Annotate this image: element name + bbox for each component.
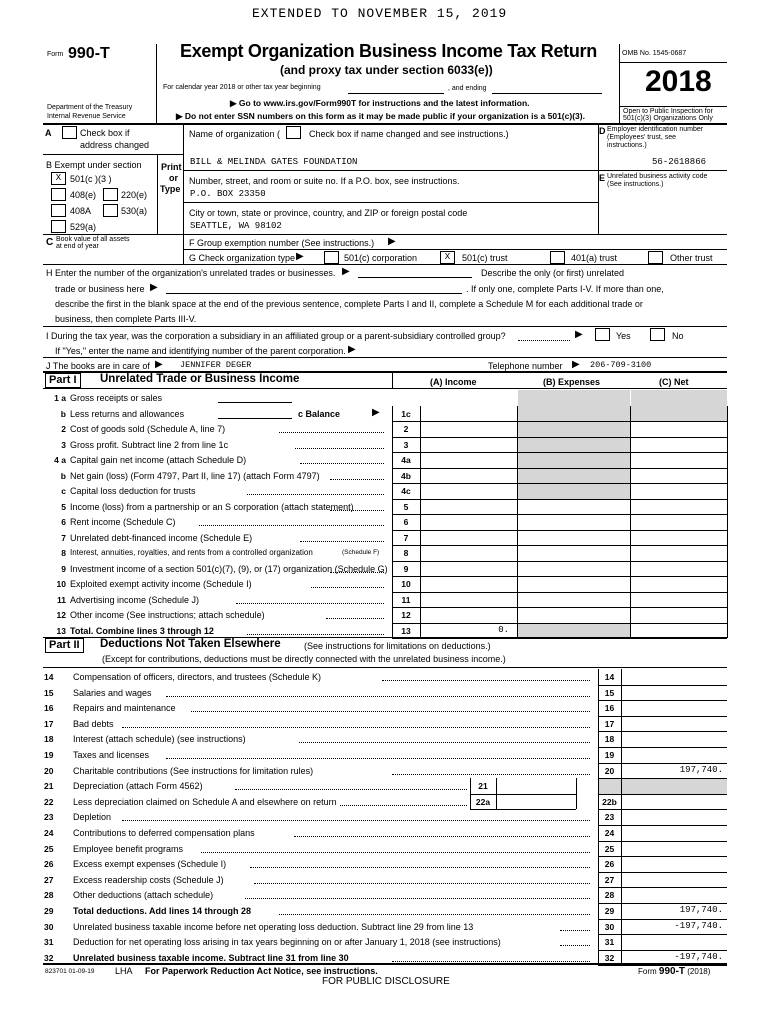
408e-label: 408(e) <box>70 190 97 200</box>
org-type-label: G Check organization type <box>189 253 296 263</box>
part1-line-number: 13 <box>56 625 66 636</box>
books-care-label: J The books are in care of <box>46 361 150 371</box>
part1-box-label: 3 <box>403 439 409 450</box>
part1-line-text: Capital gain net income (attach Schedule D) <box>70 455 247 465</box>
type-label: Type <box>160 184 181 194</box>
address-changed-checkbox[interactable] <box>62 126 77 139</box>
part1-box-label: 7 <box>403 532 409 543</box>
public-disclosure-stamp: FOR PUBLIC DISCLOSURE <box>322 976 450 987</box>
part2-box-label: 27 <box>604 874 615 885</box>
part2-line-text: Charitable contributions (See instructions for limitation rules) <box>73 765 314 776</box>
book-value-label-2: at end of year <box>56 243 99 250</box>
arrow-icon: ▶ <box>348 344 356 355</box>
part1-line-text: Other income (See instructions; attach schedule) <box>70 610 265 620</box>
part1-line-number: 10 <box>56 579 66 589</box>
529a-label: 529(a) <box>70 222 97 232</box>
part2-box-label: 23 <box>604 812 615 823</box>
part2-line-number: 21 <box>44 781 54 792</box>
org-name-label: Name of organization ( <box>189 129 281 139</box>
part1-line-text: Investment income of a section 501(c)(7), (9), or (17) organization (Schedule G) <box>70 563 388 574</box>
part2-line-text: Deduction for net operating loss arising in tax years beginning on or after January 1, 2018 (see instructions) <box>73 937 501 948</box>
part2-line-text: Bad debts <box>73 718 114 729</box>
part2-line-number: 25 <box>44 843 54 854</box>
part2-line-number: 30 <box>44 921 54 932</box>
footer-form-label: Form <box>638 967 657 976</box>
part2-line-text: Employee benefit programs <box>73 843 184 854</box>
part1-line-text: Less returns and allowances <box>70 408 185 419</box>
part1-line-number: 8 <box>61 548 66 558</box>
footer-year: (2018) <box>687 967 711 976</box>
part1-line-text: Rent income (Schedule C) <box>70 517 176 527</box>
part1-line-text: Interest, annuities, royalties, and rents from a controlled organization <box>70 548 313 557</box>
arrow-icon: ▶ <box>372 406 380 418</box>
part2-title-note: (See instructions for limitations on deductions.) <box>304 641 491 651</box>
group-exemption-label: F Group exemption number (See instructions.) <box>189 238 375 248</box>
line-i-text: I During the tax year, was the corporation a subsidiary in an affiliated group or a parent-subsidiary controlled group? <box>46 331 506 341</box>
part2-deduction-value: -197,740. <box>674 920 723 931</box>
footer-lha: LHA <box>115 966 133 976</box>
subsidiary-yes-checkbox[interactable] <box>595 328 610 341</box>
line-h-text-2b: . If only one, complete Parts I-V. If more than one, <box>466 284 664 294</box>
ssn-warning: ▶ Do not enter SSN numbers on this form as it may be made public if your organization is a 501(c)(3). <box>176 111 585 121</box>
part2-line-text: Total deductions. Add lines 14 through 28 <box>73 906 252 916</box>
part1-line-number: 3 <box>61 439 66 450</box>
line-c-letter: C <box>46 237 54 248</box>
part2-line-number: 31 <box>44 937 54 948</box>
line-h-text-3: describe the first in the blank space at the end of the previous sentence, complete Parts I and II, complete a Schedule M for each additional trade or <box>55 299 643 309</box>
part1-box-label: 12 <box>401 610 411 620</box>
part2-line-number: 23 <box>44 812 54 823</box>
part2-deduction-value: 197,740. <box>679 764 723 775</box>
part1-line-number: 4 a <box>54 455 66 465</box>
part2-box-label: 19 <box>604 750 615 760</box>
part1-box-label: 1c <box>401 408 411 419</box>
408a-label: 408A <box>70 206 92 216</box>
line-d-letter: D <box>599 126 606 136</box>
form-label: Form <box>47 51 64 58</box>
part2-line-text: Contributions to deferred compensation plans <box>73 828 255 838</box>
part1-line-number: c <box>61 486 66 496</box>
part1-line-number: 7 <box>61 532 66 543</box>
part2-line-text: Taxes and licenses <box>73 750 150 760</box>
subsidiary-no-checkbox[interactable] <box>650 328 665 341</box>
part1-line-text: Gross profit. Subtract line 2 from line 1c <box>70 439 229 450</box>
yes-label: Yes <box>616 331 631 341</box>
street-label: Number, street, and room or suite no. If a P.O. box, see instructions. <box>189 176 460 186</box>
part2-line-number: 26 <box>44 859 54 870</box>
part2-line-number: 20 <box>44 765 54 776</box>
501c-trust-checkbox[interactable]: X <box>440 251 455 264</box>
part2-box-label: 17 <box>604 718 615 729</box>
org-name: BILL & MELINDA GATES FOUNDATION <box>190 157 358 167</box>
501c-trust-label: 501(c) trust <box>462 253 508 263</box>
part2-subtitle: (Except for contributions, deductions must be directly connected with the unrelated business income.) <box>102 654 506 664</box>
part2-line-number: 18 <box>44 734 54 745</box>
part1-line-text: Total. Combine lines 3 through 12 <box>70 625 214 636</box>
footer-form-text <box>638 966 710 977</box>
part2-line-text: Unrelated business taxable income before net operating loss deduction. Subtract line 29 from line 13 <box>73 921 474 932</box>
part1-line-number: b <box>60 408 66 419</box>
part2-box-label: 31 <box>604 937 615 948</box>
part1-line-text: Cost of goods sold (Schedule A, line 7) <box>70 424 226 434</box>
form-subtitle: (and proxy tax under section 6033(e)) <box>280 63 493 77</box>
part1-box-label: 4c <box>401 486 411 496</box>
name-changed-label: Check box if name changed and see instructions.) <box>309 129 509 139</box>
part2-box-label: 14 <box>604 672 615 682</box>
ein-label-3: instructions.) <box>607 142 647 149</box>
part1-box-label: 2 <box>403 424 409 434</box>
city-state-zip: SEATTLE, WA 98102 <box>190 221 282 231</box>
part2-label: Part II <box>45 638 84 653</box>
part1-box-label: 11 <box>401 594 411 605</box>
telephone-label: Telephone number <box>488 361 563 371</box>
part1-line-number: 5 <box>61 501 66 512</box>
col-a-header: (A) Income <box>430 377 477 387</box>
part1-box-label: 6 <box>403 517 409 527</box>
depreciation-box-label: 21 <box>478 781 488 792</box>
line-i-text-2: If "Yes," enter the name and identifying number of the parent corporation. <box>55 346 346 356</box>
depreciation-box-label: 22a <box>475 796 491 807</box>
irs-instructions: ▶ Go to www.irs.gov/Form990T for instructions and the latest information. <box>230 98 530 108</box>
part2-line-number: 15 <box>44 687 54 698</box>
and-ending-label: , and ending <box>448 85 487 92</box>
arrow-icon: ▶ <box>388 236 396 247</box>
book-value-label-1: Book value of all assets <box>56 236 130 243</box>
part2-box-label: 30 <box>604 921 615 932</box>
or-label: or <box>169 173 178 183</box>
ein-label-1: Employer identification number <box>607 126 704 133</box>
books-care-name: JENNIFER DEGER <box>180 360 252 370</box>
part1-line-text: Advertising income (Schedule J) <box>70 594 200 605</box>
part2-line-text: Unrelated business taxable income. Subtract line 31 from line 30 <box>73 952 349 963</box>
part1-line-number: 2 <box>61 424 66 434</box>
part2-line-text: Excess readership costs (Schedule J) <box>73 874 224 885</box>
part2-line-number: 14 <box>44 672 54 682</box>
col-b-header: (B) Expenses <box>543 377 601 387</box>
part2-box-label: 26 <box>604 859 615 870</box>
arrow-icon: ▶ <box>575 329 583 340</box>
part1-box-label: 5 <box>403 501 409 512</box>
arrow-icon: ▶ <box>150 282 158 293</box>
part2-box-label: 22b <box>602 796 617 807</box>
omb-number: OMB No. 1545-0687 <box>622 50 687 57</box>
part1-line-number: 11 <box>57 594 66 605</box>
220e-label: 220(e) <box>121 190 148 200</box>
part1-title: Unrelated Trade or Business Income <box>100 373 300 385</box>
part1-box-label: 8 <box>403 548 409 558</box>
part2-box-label: 32 <box>604 952 615 963</box>
address-changed-label-1: Check box if <box>80 128 130 138</box>
extension-notice: EXTENDED TO NOVEMBER 15, 2019 <box>252 6 508 21</box>
line-h-text-4: business, then complete Parts III-V. <box>55 314 197 324</box>
activity-code-label-1: Unrelated business activity code <box>607 173 708 180</box>
tax-year: 2018 <box>645 65 712 98</box>
open-inspection-2: 501(c)(3) Organizations Only <box>623 115 713 122</box>
501c-corporation-checkbox[interactable] <box>324 251 339 264</box>
ein-value: 56-2618866 <box>652 157 707 167</box>
part2-line-number: 17 <box>44 718 54 729</box>
line-h-text-1: H Enter the number of the organization's unrelated trades or businesses. <box>46 268 336 278</box>
part1-box-label: 4b <box>401 470 411 481</box>
activity-code-label-2: (See instructions.) <box>607 181 664 188</box>
part1-label: Part I <box>45 373 81 388</box>
city-label: City or town, state or province, country, and ZIP or foreign postal code <box>189 208 468 218</box>
no-label: No <box>672 331 684 341</box>
part2-box-label: 25 <box>604 843 615 854</box>
part1-income-value: 0. <box>498 624 509 635</box>
ssn-warning-text: Do not enter SSN numbers on this form as it may be made public if your organization is a 501(c)(3). <box>184 111 585 121</box>
part2-line-text: Depreciation (attach Form 4562) <box>73 781 203 792</box>
line-h-text-1b: Describe the only (or first) unrelated <box>481 268 625 278</box>
calendar-year-label: For calendar year 2018 or other tax year beginning <box>163 84 321 91</box>
dept-treasury: Department of the Treasury <box>47 104 133 111</box>
part1-box-label: 9 <box>403 563 409 574</box>
schedule-f-note: (Schedule F) <box>342 549 380 556</box>
c-balance-label: c Balance <box>298 408 341 419</box>
part1-line-number: 12 <box>56 610 66 620</box>
other-trust-label: Other trust <box>670 253 713 263</box>
line-e-letter: E <box>599 173 606 183</box>
part2-line-text: Excess exempt expenses (Schedule I) <box>73 859 227 870</box>
address-changed-label-2: address changed <box>80 140 150 150</box>
footer-code: 823701 01-09-19 <box>45 968 95 975</box>
501c-corporation-label: 501(c) corporation <box>344 253 418 263</box>
part2-line-text: Depletion <box>73 812 112 823</box>
telephone-number: 206-709-3100 <box>590 360 652 370</box>
line-h-text-2: trade or business here <box>55 284 145 294</box>
arrow-icon: ▶ <box>572 359 580 370</box>
exempt-under-label: B Exempt under section <box>46 160 142 170</box>
401a-trust-label: 401(a) trust <box>571 253 618 263</box>
401a-trust-checkbox[interactable] <box>550 251 565 264</box>
arrow-icon: ▶ <box>155 359 163 370</box>
part2-line-text: Interest (attach schedule) (see instructions) <box>73 734 246 745</box>
part1-line-number: 6 <box>61 517 66 527</box>
name-changed-checkbox[interactable] <box>286 126 301 139</box>
part2-deduction-value: -197,740. <box>674 951 723 962</box>
530a-checkbox[interactable] <box>103 204 118 217</box>
part1-line-text: Exploited exempt activity income (Schedule I) <box>70 579 252 589</box>
part1-line-text: Income (loss) from a partnership or an S corporation (attach statement) <box>70 501 354 512</box>
part2-title: Deductions Not Taken Elsewhere <box>100 638 281 650</box>
part2-line-text: Less depreciation claimed on Schedule A and elsewhere on return <box>73 796 337 807</box>
part2-line-number: 28 <box>44 890 54 901</box>
part2-box-label: 16 <box>604 703 615 714</box>
part2-deduction-value: 197,740. <box>679 905 723 915</box>
part2-line-number: 24 <box>44 828 54 838</box>
501c-label: 501(c )(3 ) <box>70 174 112 184</box>
part2-box-label: 24 <box>604 828 615 838</box>
irs-link-text: Go to www.irs.gov/Form990T for instructions and the latest information. <box>238 98 530 108</box>
footer-notice: For Paperwork Reduction Act Notice, see instructions. <box>145 966 378 976</box>
220e-checkbox[interactable] <box>103 188 118 201</box>
ein-label-2: (Employees' trust, see <box>607 134 677 141</box>
line-a-letter: A <box>45 128 52 138</box>
part1-box-label: 13 <box>401 625 411 636</box>
arrow-icon: ▶ <box>296 251 304 262</box>
part1-box-label: 10 <box>401 579 411 589</box>
part2-line-number: 19 <box>44 750 54 760</box>
part1-line-text: Net gain (loss) (Form 4797, Part II, line 17) (attach Form 4797) <box>70 470 320 481</box>
part1-line-number: 9 <box>61 563 66 574</box>
street-address: P.O. BOX 23350 <box>190 189 266 199</box>
part1-box-label: 4a <box>401 455 411 465</box>
part1-line-text: Unrelated debt-financed income (Schedule E) <box>70 532 253 543</box>
408a-checkbox[interactable] <box>51 204 66 217</box>
529a-checkbox[interactable] <box>51 220 66 233</box>
part2-line-text: Salaries and wages <box>73 687 152 698</box>
part1-line-number: b <box>60 470 66 481</box>
part2-box-label: 28 <box>604 890 615 901</box>
part1-line-number: 1 a <box>54 393 66 403</box>
408e-checkbox[interactable] <box>51 188 66 201</box>
form-title: Exempt Organization Business Income Tax Return <box>180 41 597 61</box>
part2-line-number: 32 <box>44 952 54 963</box>
arrow-icon: ▶ <box>342 266 350 277</box>
part2-line-number: 16 <box>44 703 54 714</box>
part2-box-label: 15 <box>604 687 615 698</box>
part2-line-number: 29 <box>44 906 54 916</box>
501c-checkbox[interactable]: X <box>51 172 66 185</box>
footer-form-number: 990-T <box>658 966 686 977</box>
part1-line-text: Capital loss deduction for trusts <box>70 486 196 496</box>
part2-line-number: 27 <box>44 874 54 885</box>
other-trust-checkbox[interactable] <box>648 251 663 264</box>
part2-line-text: Repairs and maintenance <box>73 703 176 714</box>
part2-box-label: 20 <box>604 765 615 776</box>
print-label: Print <box>161 162 182 172</box>
part2-line-text: Other deductions (attach schedule) <box>73 890 214 901</box>
open-inspection-1: Open to Public Inspection for <box>623 108 713 115</box>
part2-box-label: 29 <box>604 906 615 916</box>
irs-label: Internal Revenue Service <box>47 113 126 120</box>
form-number: 990-T <box>68 45 110 62</box>
530a-label: 530(a) <box>121 206 148 216</box>
part1-line-text: Gross receipts or sales <box>70 393 163 403</box>
part2-line-text: Compensation of officers, directors, and trustees (Schedule K) <box>73 672 321 682</box>
part2-box-label: 18 <box>604 734 615 745</box>
col-c-header: (C) Net <box>659 377 689 387</box>
part2-line-number: 22 <box>44 796 54 807</box>
